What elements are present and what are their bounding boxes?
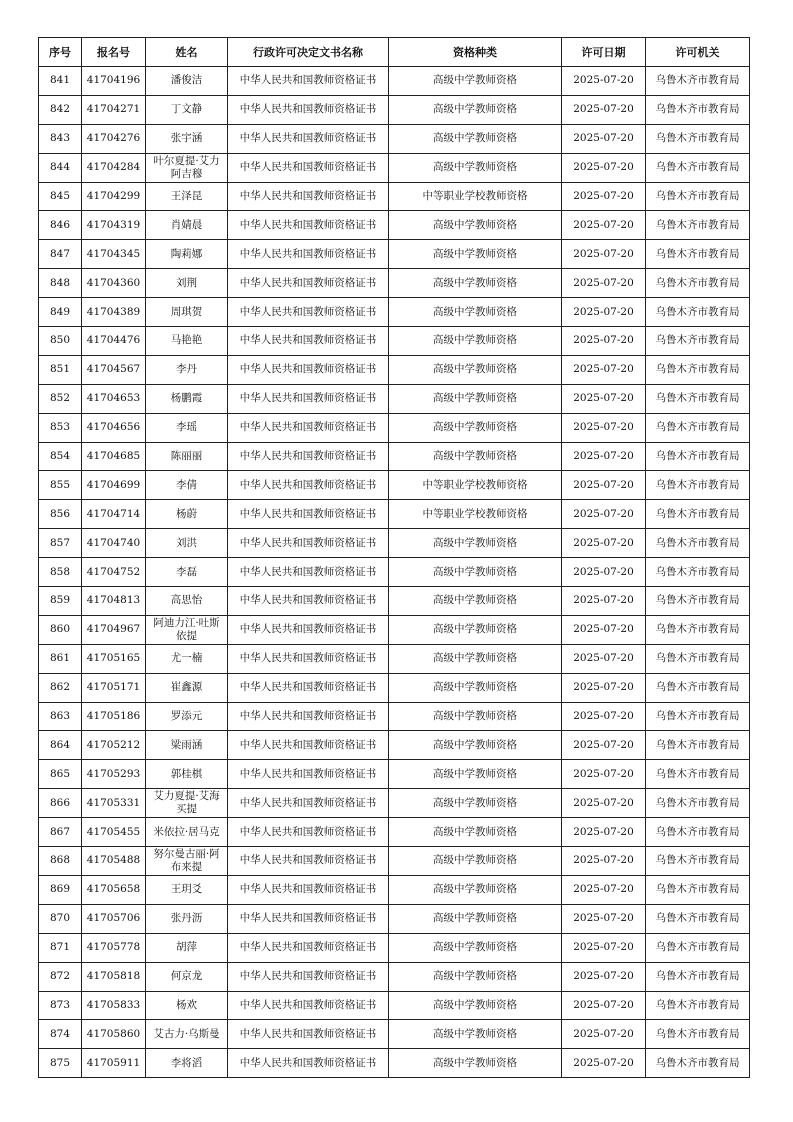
cell-name: 李倩 bbox=[146, 471, 228, 500]
cell-date: 2025-07-20 bbox=[562, 211, 646, 240]
cell-date: 2025-07-20 bbox=[562, 500, 646, 529]
cell-name: 马艳艳 bbox=[146, 327, 228, 356]
cell-name: 罗添元 bbox=[146, 702, 228, 731]
cell-qualification: 高级中学教师资格 bbox=[389, 413, 562, 442]
cell-reg-no: 41705658 bbox=[82, 875, 146, 904]
table-row bbox=[39, 240, 750, 269]
cell-reg-no: 41704740 bbox=[82, 529, 146, 558]
cell-qualification: 高级中学教师资格 bbox=[389, 702, 562, 731]
cell-date: 2025-07-20 bbox=[562, 182, 646, 211]
cell-document: 中华人民共和国教师资格证书 bbox=[228, 67, 389, 96]
column-header-seq: 序号 bbox=[39, 38, 82, 67]
cell-reg-no: 41704653 bbox=[82, 384, 146, 413]
cell-document: 中华人民共和国教师资格证书 bbox=[228, 124, 389, 153]
cell-qualification: 高级中学教师资格 bbox=[389, 95, 562, 124]
table-header bbox=[39, 38, 750, 67]
cell-qualification: 高级中学教师资格 bbox=[389, 673, 562, 702]
cell-reg-no: 41704319 bbox=[82, 211, 146, 240]
cell-document: 中华人民共和国教师资格证书 bbox=[228, 384, 389, 413]
table-row bbox=[39, 731, 750, 760]
cell-document: 中华人民共和国教师资格证书 bbox=[228, 789, 389, 818]
cell-qualification: 高级中学教师资格 bbox=[389, 991, 562, 1020]
cell-seq: 874 bbox=[39, 1020, 82, 1049]
table-row bbox=[39, 1049, 750, 1078]
cell-qualification: 高级中学教师资格 bbox=[389, 211, 562, 240]
cell-date: 2025-07-20 bbox=[562, 240, 646, 269]
cell-authority: 乌鲁木齐市教育局 bbox=[646, 124, 750, 153]
cell-authority: 乌鲁木齐市教育局 bbox=[646, 298, 750, 327]
cell-reg-no: 41704656 bbox=[82, 413, 146, 442]
cell-reg-no: 41704360 bbox=[82, 269, 146, 298]
cell-seq: 841 bbox=[39, 67, 82, 96]
cell-authority: 乌鲁木齐市教育局 bbox=[646, 904, 750, 933]
cell-name: 尤一楠 bbox=[146, 644, 228, 673]
cell-date: 2025-07-20 bbox=[562, 587, 646, 616]
cell-seq: 873 bbox=[39, 991, 82, 1020]
cell-name: 李丹 bbox=[146, 355, 228, 384]
cell-name: 李将滔 bbox=[146, 1049, 228, 1078]
cell-reg-no: 41704813 bbox=[82, 587, 146, 616]
table-row bbox=[39, 500, 750, 529]
table-row bbox=[39, 95, 750, 124]
cell-authority: 乌鲁木齐市教育局 bbox=[646, 500, 750, 529]
cell-authority: 乌鲁木齐市教育局 bbox=[646, 95, 750, 124]
cell-authority: 乌鲁木齐市教育局 bbox=[646, 182, 750, 211]
cell-seq: 854 bbox=[39, 442, 82, 471]
cell-qualification: 高级中学教师资格 bbox=[389, 644, 562, 673]
cell-name: 梁雨涵 bbox=[146, 731, 228, 760]
cell-seq: 868 bbox=[39, 847, 82, 876]
cell-reg-no: 41704271 bbox=[82, 95, 146, 124]
table-row bbox=[39, 702, 750, 731]
cell-seq: 859 bbox=[39, 587, 82, 616]
cell-date: 2025-07-20 bbox=[562, 153, 646, 182]
cell-reg-no: 41705833 bbox=[82, 991, 146, 1020]
cell-authority: 乌鲁木齐市教育局 bbox=[646, 471, 750, 500]
cell-name: 丁文静 bbox=[146, 95, 228, 124]
column-header-qualification: 资格种类 bbox=[389, 38, 562, 67]
cell-seq: 866 bbox=[39, 789, 82, 818]
cell-authority: 乌鲁木齐市教育局 bbox=[646, 1049, 750, 1078]
cell-name: 高思怡 bbox=[146, 587, 228, 616]
cell-date: 2025-07-20 bbox=[562, 731, 646, 760]
cell-document: 中华人民共和国教师资格证书 bbox=[228, 731, 389, 760]
cell-name: 张丹沥 bbox=[146, 904, 228, 933]
cell-reg-no: 41705212 bbox=[82, 731, 146, 760]
table-row bbox=[39, 269, 750, 298]
cell-seq: 863 bbox=[39, 702, 82, 731]
cell-qualification: 高级中学教师资格 bbox=[389, 818, 562, 847]
cell-seq: 842 bbox=[39, 95, 82, 124]
cell-date: 2025-07-20 bbox=[562, 471, 646, 500]
cell-seq: 870 bbox=[39, 904, 82, 933]
cell-reg-no: 41704699 bbox=[82, 471, 146, 500]
cell-seq: 861 bbox=[39, 644, 82, 673]
table-row bbox=[39, 355, 750, 384]
table-body bbox=[39, 67, 750, 1078]
cell-authority: 乌鲁木齐市教育局 bbox=[646, 644, 750, 673]
cell-name: 米依拉·居马克 bbox=[146, 818, 228, 847]
cell-authority: 乌鲁木齐市教育局 bbox=[646, 327, 750, 356]
cell-name: 李磊 bbox=[146, 558, 228, 587]
cell-date: 2025-07-20 bbox=[562, 673, 646, 702]
cell-reg-no: 41705911 bbox=[82, 1049, 146, 1078]
cell-date: 2025-07-20 bbox=[562, 991, 646, 1020]
cell-qualification: 高级中学教师资格 bbox=[389, 875, 562, 904]
cell-authority: 乌鲁木齐市教育局 bbox=[646, 702, 750, 731]
cell-authority: 乌鲁木齐市教育局 bbox=[646, 1020, 750, 1049]
table-row bbox=[39, 847, 750, 876]
cell-date: 2025-07-20 bbox=[562, 413, 646, 442]
cell-name: 王泽昆 bbox=[146, 182, 228, 211]
cell-qualification: 中等职业学校教师资格 bbox=[389, 471, 562, 500]
column-header-name: 姓名 bbox=[146, 38, 228, 67]
cell-document: 中华人民共和国教师资格证书 bbox=[228, 644, 389, 673]
cell-date: 2025-07-20 bbox=[562, 558, 646, 587]
cell-qualification: 高级中学教师资格 bbox=[389, 384, 562, 413]
cell-reg-no: 41704714 bbox=[82, 500, 146, 529]
cell-document: 中华人民共和国教师资格证书 bbox=[228, 615, 389, 644]
cell-seq: 843 bbox=[39, 124, 82, 153]
cell-date: 2025-07-20 bbox=[562, 1049, 646, 1078]
cell-reg-no: 41704345 bbox=[82, 240, 146, 269]
cell-authority: 乌鲁木齐市教育局 bbox=[646, 67, 750, 96]
cell-seq: 860 bbox=[39, 615, 82, 644]
cell-name: 艾古力·乌斯曼 bbox=[146, 1020, 228, 1049]
cell-authority: 乌鲁木齐市教育局 bbox=[646, 962, 750, 991]
table-row bbox=[39, 644, 750, 673]
cell-seq: 849 bbox=[39, 298, 82, 327]
cell-date: 2025-07-20 bbox=[562, 904, 646, 933]
table-row bbox=[39, 904, 750, 933]
cell-authority: 乌鲁木齐市教育局 bbox=[646, 355, 750, 384]
cell-qualification: 中等职业学校教师资格 bbox=[389, 500, 562, 529]
cell-authority: 乌鲁木齐市教育局 bbox=[646, 442, 750, 471]
cell-reg-no: 41705186 bbox=[82, 702, 146, 731]
table-row bbox=[39, 182, 750, 211]
cell-document: 中华人民共和国教师资格证书 bbox=[228, 875, 389, 904]
cell-seq: 857 bbox=[39, 529, 82, 558]
table-row bbox=[39, 962, 750, 991]
cell-qualification: 高级中学教师资格 bbox=[389, 558, 562, 587]
cell-qualification: 高级中学教师资格 bbox=[389, 442, 562, 471]
cell-reg-no: 41704685 bbox=[82, 442, 146, 471]
cell-document: 中华人民共和国教师资格证书 bbox=[228, 153, 389, 182]
cell-qualification: 高级中学教师资格 bbox=[389, 1049, 562, 1078]
cell-document: 中华人民共和国教师资格证书 bbox=[228, 298, 389, 327]
cell-name: 努尔曼古丽·阿布来提 bbox=[146, 847, 228, 876]
certificate-table bbox=[38, 37, 750, 1078]
cell-document: 中华人民共和国教师资格证书 bbox=[228, 442, 389, 471]
cell-name: 阿迪力江·吐斯依提 bbox=[146, 615, 228, 644]
cell-document: 中华人民共和国教师资格证书 bbox=[228, 702, 389, 731]
cell-seq: 844 bbox=[39, 153, 82, 182]
cell-reg-no: 41704752 bbox=[82, 558, 146, 587]
cell-date: 2025-07-20 bbox=[562, 760, 646, 789]
cell-name: 潘俊洁 bbox=[146, 67, 228, 96]
table-row bbox=[39, 529, 750, 558]
cell-document: 中华人民共和国教师资格证书 bbox=[228, 240, 389, 269]
cell-authority: 乌鲁木齐市教育局 bbox=[646, 413, 750, 442]
column-header-date: 许可日期 bbox=[562, 38, 646, 67]
cell-document: 中华人民共和国教师资格证书 bbox=[228, 818, 389, 847]
cell-document: 中华人民共和国教师资格证书 bbox=[228, 182, 389, 211]
cell-date: 2025-07-20 bbox=[562, 962, 646, 991]
cell-name: 李瑶 bbox=[146, 413, 228, 442]
table-row bbox=[39, 298, 750, 327]
table-row bbox=[39, 760, 750, 789]
cell-document: 中华人民共和国教师资格证书 bbox=[228, 413, 389, 442]
cell-document: 中华人民共和国教师资格证书 bbox=[228, 760, 389, 789]
cell-authority: 乌鲁木齐市教育局 bbox=[646, 269, 750, 298]
table-row bbox=[39, 991, 750, 1020]
cell-document: 中华人民共和国教师资格证书 bbox=[228, 933, 389, 962]
cell-reg-no: 41705293 bbox=[82, 760, 146, 789]
cell-date: 2025-07-20 bbox=[562, 67, 646, 96]
table-row bbox=[39, 67, 750, 96]
cell-seq: 862 bbox=[39, 673, 82, 702]
cell-document: 中华人民共和国教师资格证书 bbox=[228, 904, 389, 933]
cell-authority: 乌鲁木齐市教育局 bbox=[646, 587, 750, 616]
cell-reg-no: 41705860 bbox=[82, 1020, 146, 1049]
cell-reg-no: 41705331 bbox=[82, 789, 146, 818]
cell-name: 郭桂棋 bbox=[146, 760, 228, 789]
cell-seq: 875 bbox=[39, 1049, 82, 1078]
cell-seq: 855 bbox=[39, 471, 82, 500]
cell-authority: 乌鲁木齐市教育局 bbox=[646, 384, 750, 413]
cell-name: 刘洪 bbox=[146, 529, 228, 558]
cell-qualification: 高级中学教师资格 bbox=[389, 904, 562, 933]
cell-date: 2025-07-20 bbox=[562, 789, 646, 818]
cell-document: 中华人民共和国教师资格证书 bbox=[228, 355, 389, 384]
cell-qualification: 高级中学教师资格 bbox=[389, 847, 562, 876]
cell-date: 2025-07-20 bbox=[562, 1020, 646, 1049]
cell-document: 中华人民共和国教师资格证书 bbox=[228, 1020, 389, 1049]
table-row bbox=[39, 153, 750, 182]
cell-name: 周琪贺 bbox=[146, 298, 228, 327]
cell-seq: 856 bbox=[39, 500, 82, 529]
cell-qualification: 高级中学教师资格 bbox=[389, 269, 562, 298]
cell-qualification: 中等职业学校教师资格 bbox=[389, 182, 562, 211]
cell-authority: 乌鲁木齐市教育局 bbox=[646, 731, 750, 760]
cell-seq: 845 bbox=[39, 182, 82, 211]
cell-name: 杨鹏霞 bbox=[146, 384, 228, 413]
cell-reg-no: 41705455 bbox=[82, 818, 146, 847]
cell-name: 张宇涵 bbox=[146, 124, 228, 153]
cell-seq: 848 bbox=[39, 269, 82, 298]
cell-date: 2025-07-20 bbox=[562, 95, 646, 124]
cell-date: 2025-07-20 bbox=[562, 529, 646, 558]
cell-seq: 851 bbox=[39, 355, 82, 384]
cell-document: 中华人民共和国教师资格证书 bbox=[228, 962, 389, 991]
cell-authority: 乌鲁木齐市教育局 bbox=[646, 529, 750, 558]
header-row bbox=[39, 38, 750, 67]
cell-qualification: 高级中学教师资格 bbox=[389, 355, 562, 384]
cell-qualification: 高级中学教师资格 bbox=[389, 240, 562, 269]
cell-name: 叶尔夏提·艾力阿吉穆 bbox=[146, 153, 228, 182]
cell-date: 2025-07-20 bbox=[562, 442, 646, 471]
cell-qualification: 高级中学教师资格 bbox=[389, 1020, 562, 1049]
cell-document: 中华人民共和国教师资格证书 bbox=[228, 991, 389, 1020]
cell-authority: 乌鲁木齐市教育局 bbox=[646, 847, 750, 876]
cell-seq: 869 bbox=[39, 875, 82, 904]
cell-qualification: 高级中学教师资格 bbox=[389, 153, 562, 182]
cell-reg-no: 41705165 bbox=[82, 644, 146, 673]
cell-reg-no: 41704299 bbox=[82, 182, 146, 211]
table-row bbox=[39, 413, 750, 442]
cell-document: 中华人民共和国教师资格证书 bbox=[228, 269, 389, 298]
table-row bbox=[39, 327, 750, 356]
cell-authority: 乌鲁木齐市教育局 bbox=[646, 615, 750, 644]
cell-document: 中华人民共和国教师资格证书 bbox=[228, 471, 389, 500]
table-row bbox=[39, 673, 750, 702]
cell-seq: 864 bbox=[39, 731, 82, 760]
cell-reg-no: 41704389 bbox=[82, 298, 146, 327]
table-row bbox=[39, 615, 750, 644]
cell-seq: 847 bbox=[39, 240, 82, 269]
cell-reg-no: 41705171 bbox=[82, 673, 146, 702]
cell-seq: 858 bbox=[39, 558, 82, 587]
cell-reg-no: 41704476 bbox=[82, 327, 146, 356]
cell-date: 2025-07-20 bbox=[562, 644, 646, 673]
cell-document: 中华人民共和国教师资格证书 bbox=[228, 847, 389, 876]
cell-authority: 乌鲁木齐市教育局 bbox=[646, 875, 750, 904]
cell-reg-no: 41705488 bbox=[82, 847, 146, 876]
cell-reg-no: 41704967 bbox=[82, 615, 146, 644]
cell-document: 中华人民共和国教师资格证书 bbox=[228, 673, 389, 702]
cell-seq: 850 bbox=[39, 327, 82, 356]
cell-authority: 乌鲁木齐市教育局 bbox=[646, 673, 750, 702]
cell-name: 刘荆 bbox=[146, 269, 228, 298]
cell-reg-no: 41704276 bbox=[82, 124, 146, 153]
cell-qualification: 高级中学教师资格 bbox=[389, 962, 562, 991]
cell-name: 杨蔚 bbox=[146, 500, 228, 529]
cell-authority: 乌鲁木齐市教育局 bbox=[646, 991, 750, 1020]
cell-document: 中华人民共和国教师资格证书 bbox=[228, 211, 389, 240]
cell-date: 2025-07-20 bbox=[562, 933, 646, 962]
cell-qualification: 高级中学教师资格 bbox=[389, 529, 562, 558]
cell-document: 中华人民共和国教师资格证书 bbox=[228, 1049, 389, 1078]
cell-date: 2025-07-20 bbox=[562, 124, 646, 153]
cell-document: 中华人民共和国教师资格证书 bbox=[228, 558, 389, 587]
cell-qualification: 高级中学教师资格 bbox=[389, 615, 562, 644]
cell-date: 2025-07-20 bbox=[562, 327, 646, 356]
cell-reg-no: 41704567 bbox=[82, 355, 146, 384]
cell-date: 2025-07-20 bbox=[562, 269, 646, 298]
table-row bbox=[39, 875, 750, 904]
cell-qualification: 高级中学教师资格 bbox=[389, 327, 562, 356]
cell-document: 中华人民共和国教师资格证书 bbox=[228, 500, 389, 529]
cell-seq: 871 bbox=[39, 933, 82, 962]
cell-document: 中华人民共和国教师资格证书 bbox=[228, 587, 389, 616]
cell-reg-no: 41705706 bbox=[82, 904, 146, 933]
cell-seq: 867 bbox=[39, 818, 82, 847]
column-header-reg-no: 报名号 bbox=[82, 38, 146, 67]
table-row bbox=[39, 384, 750, 413]
cell-name: 陈丽丽 bbox=[146, 442, 228, 471]
cell-date: 2025-07-20 bbox=[562, 355, 646, 384]
table-row bbox=[39, 124, 750, 153]
cell-qualification: 高级中学教师资格 bbox=[389, 124, 562, 153]
cell-authority: 乌鲁木齐市教育局 bbox=[646, 240, 750, 269]
cell-authority: 乌鲁木齐市教育局 bbox=[646, 760, 750, 789]
cell-document: 中华人民共和国教师资格证书 bbox=[228, 95, 389, 124]
cell-reg-no: 41705818 bbox=[82, 962, 146, 991]
cell-date: 2025-07-20 bbox=[562, 702, 646, 731]
column-header-document: 行政许可决定文书名称 bbox=[228, 38, 389, 67]
table-row bbox=[39, 471, 750, 500]
table-row bbox=[39, 558, 750, 587]
cell-document: 中华人民共和国教师资格证书 bbox=[228, 529, 389, 558]
table-row bbox=[39, 789, 750, 818]
cell-date: 2025-07-20 bbox=[562, 875, 646, 904]
column-header-authority: 许可机关 bbox=[646, 38, 750, 67]
cell-date: 2025-07-20 bbox=[562, 615, 646, 644]
cell-qualification: 高级中学教师资格 bbox=[389, 760, 562, 789]
cell-qualification: 高级中学教师资格 bbox=[389, 789, 562, 818]
cell-date: 2025-07-20 bbox=[562, 384, 646, 413]
table-row bbox=[39, 933, 750, 962]
cell-seq: 853 bbox=[39, 413, 82, 442]
cell-authority: 乌鲁木齐市教育局 bbox=[646, 789, 750, 818]
cell-name: 何京龙 bbox=[146, 962, 228, 991]
cell-authority: 乌鲁木齐市教育局 bbox=[646, 818, 750, 847]
cell-qualification: 高级中学教师资格 bbox=[389, 933, 562, 962]
cell-authority: 乌鲁木齐市教育局 bbox=[646, 153, 750, 182]
cell-seq: 872 bbox=[39, 962, 82, 991]
cell-name: 杨欢 bbox=[146, 991, 228, 1020]
cell-reg-no: 41704284 bbox=[82, 153, 146, 182]
table-row bbox=[39, 818, 750, 847]
cell-name: 陶莉娜 bbox=[146, 240, 228, 269]
table-row bbox=[39, 1020, 750, 1049]
table-row bbox=[39, 211, 750, 240]
cell-date: 2025-07-20 bbox=[562, 847, 646, 876]
cell-seq: 852 bbox=[39, 384, 82, 413]
cell-authority: 乌鲁木齐市教育局 bbox=[646, 933, 750, 962]
cell-seq: 865 bbox=[39, 760, 82, 789]
cell-authority: 乌鲁木齐市教育局 bbox=[646, 211, 750, 240]
table-row bbox=[39, 442, 750, 471]
cell-name: 崔鑫源 bbox=[146, 673, 228, 702]
cell-date: 2025-07-20 bbox=[562, 818, 646, 847]
cell-document: 中华人民共和国教师资格证书 bbox=[228, 327, 389, 356]
cell-reg-no: 41704196 bbox=[82, 67, 146, 96]
cell-reg-no: 41705778 bbox=[82, 933, 146, 962]
cell-seq: 846 bbox=[39, 211, 82, 240]
cell-qualification: 高级中学教师资格 bbox=[389, 67, 562, 96]
cell-name: 艾力夏提·艾海买提 bbox=[146, 789, 228, 818]
cell-qualification: 高级中学教师资格 bbox=[389, 731, 562, 760]
cell-name: 胡萍 bbox=[146, 933, 228, 962]
cell-name: 王玥爻 bbox=[146, 875, 228, 904]
cell-date: 2025-07-20 bbox=[562, 298, 646, 327]
cell-authority: 乌鲁木齐市教育局 bbox=[646, 558, 750, 587]
cell-qualification: 高级中学教师资格 bbox=[389, 298, 562, 327]
table-row bbox=[39, 587, 750, 616]
cell-qualification: 高级中学教师资格 bbox=[389, 587, 562, 616]
cell-name: 肖婧晨 bbox=[146, 211, 228, 240]
